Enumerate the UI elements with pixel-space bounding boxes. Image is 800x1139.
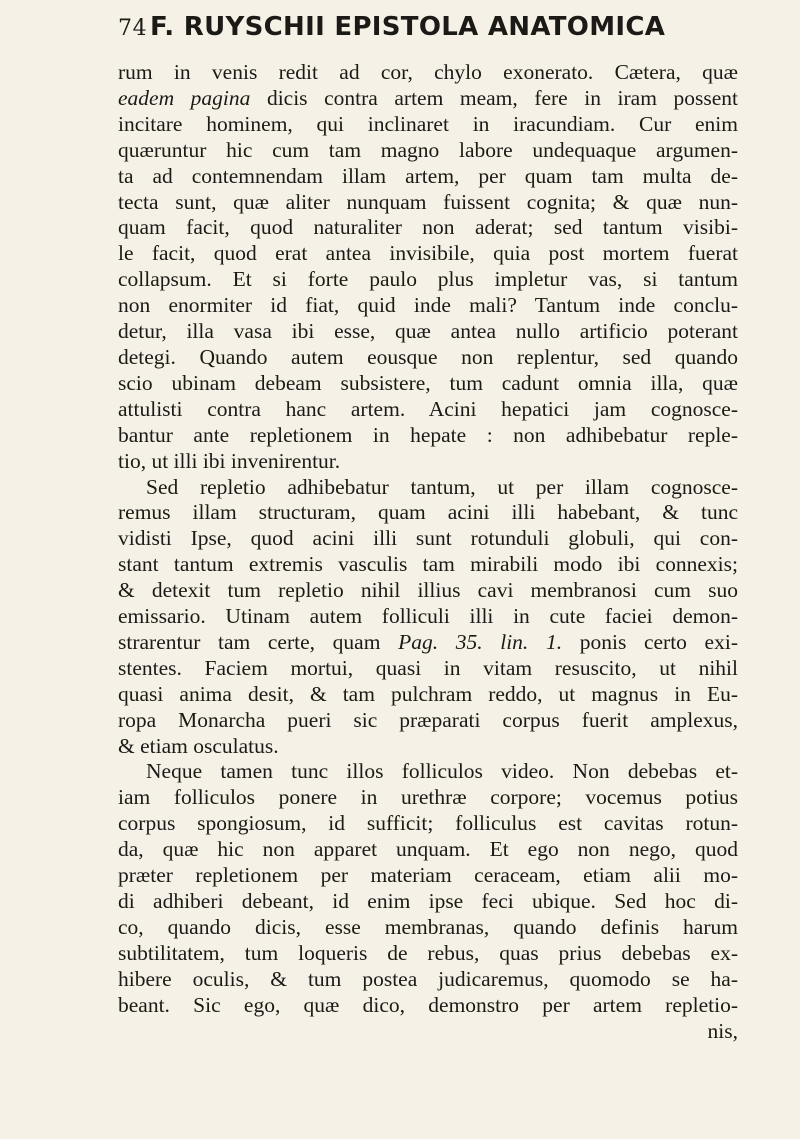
text-line: beant. Sic ego, quæ dico, demonstro per artem repletio- — [118, 992, 738, 1017]
text-line: le facit, quod erat antea invisibile, quia post mortem fuerat — [118, 241, 738, 266]
text-line: stant tantum extremis vasculis tam mirabili modo ibi connexis; — [118, 552, 738, 577]
text-line: detur, illa vasa ibi esse, quæ antea nullo artificio poterant — [118, 319, 738, 344]
running-title: F. RUYSCHII EPISTOLA ANATOMICA — [150, 12, 666, 42]
text-line: quæruntur hic cum tam magno labore undequaque argumen- — [118, 137, 738, 162]
text-line: ta ad contemnendam illam artem, per quam tam multa de- — [118, 163, 738, 188]
italic-phrase: Pag. 35. lin. 1. — [398, 629, 563, 654]
text-line: iam folliculos ponere in urethræ corpore; vocemus potius — [118, 785, 738, 810]
text-line: rum in venis redit ad cor, chylo exonerato. Cætera, quæ — [118, 60, 738, 84]
text-line: quasi anima desit, & tam pulchram reddo, ut magnus in Eu- — [118, 681, 738, 706]
text-line: quam facit, quod naturaliter non aderat; sed tantum visibi- — [118, 215, 738, 240]
text-line: & detexit tum repletio nihil illius cavi membranosi cum suo — [118, 578, 738, 603]
text-line: stentes. Faciem mortui, quasi in vitam resuscito, ut nihil — [118, 655, 738, 680]
text-line: corpus spongiosum, id sufficit; folliculus est cavitas rotun- — [118, 811, 738, 836]
italic-phrase: eadem pagina — [118, 85, 251, 110]
text-line: attulisti contra hanc artem. Acini hepatici jam cognosce- — [118, 396, 738, 421]
text-line: detegi. Quando autem eousque non replentur, sed quando — [118, 344, 738, 369]
running-head — [118, 12, 738, 60]
text-line: bantur ante repletionem in hepate : non adhibebatur reple- — [118, 422, 738, 447]
text-line: hibere oculis, & tum postea judicaremus, quomodo se ha- — [118, 966, 738, 991]
page-number: 74 — [118, 16, 148, 41]
text-line: non enormiter id fiat, quid inde mali? Tantum inde conclu- — [118, 293, 738, 318]
text-line: emissario. Utinam autem folliculi illi in cute faciei demon- — [118, 604, 738, 629]
text-line: præter repletionem per materiam ceraceam, etiam alii mo- — [118, 863, 738, 888]
text-line: Neque tamen tunc illos folliculos video. Non debebas et- — [146, 759, 738, 784]
text-line: incitare hominem, qui inclinaret in iracundiam. Cur enim — [118, 111, 738, 136]
text-line: vidisti Ipse, quod acini illi sunt rotunduli globuli, qui con- — [118, 526, 738, 551]
text-line: strarentur tam certe, quam Pag. 35. lin. 1. ponis certo exi- — [118, 629, 738, 654]
text-line: & etiam osculatus. — [118, 733, 279, 758]
text-line: di adhiberi debeant, id enim ipse feci ubique. Sed hoc di- — [118, 889, 738, 913]
text-line: da, quæ hic non apparet unquam. Et ego non nego, quod — [118, 837, 738, 862]
text-line: scio ubinam debeam subsistere, tum cadunt omnia illa, quæ — [118, 370, 738, 395]
text-line: remus illam structuram, quam acini illi habebant, & tunc — [118, 500, 738, 525]
body-text — [118, 60, 738, 1044]
text-line: co, quando dicis, esse membranas, quando definis harum — [118, 914, 738, 939]
text-line: subtilitatem, tum loqueris de rebus, quas prius debebas ex- — [118, 940, 738, 965]
text-line: collapsum. Et si forte paulo plus impletur vas, si tantum — [118, 267, 738, 292]
catchword-line: nis, — [707, 1018, 738, 1043]
text-line: tecta sunt, quæ aliter nunquam fuissent cognita; & quæ nun- — [118, 189, 738, 214]
text-line: Sed repletio adhibebatur tantum, ut per illam cognosce- — [146, 474, 738, 499]
text-line: tio, ut illi ibi invenirentur. — [118, 448, 341, 473]
text-line: eadem pagina dicis contra artem meam, fere in iram possent — [118, 85, 738, 110]
text-line: ropa Monarcha pueri sic præparati corpus fuerit amplexus, — [118, 707, 738, 732]
